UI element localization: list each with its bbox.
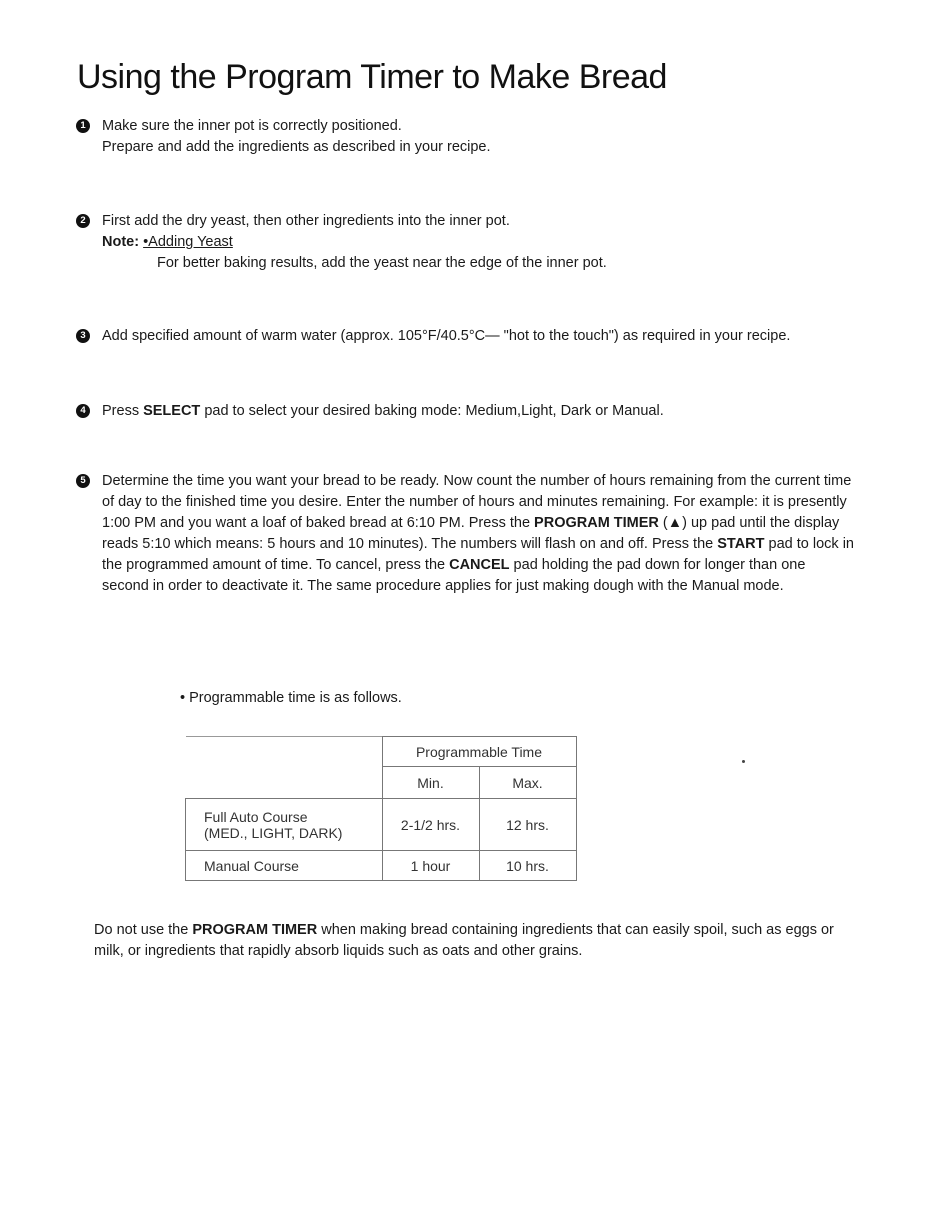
row-label-line-1: Full Auto Course — [204, 808, 308, 825]
row-max-full-auto: 12 hrs. — [479, 799, 576, 851]
warning-program-timer-label: PROGRAM TIMER — [192, 922, 318, 938]
select-pad-label: SELECT — [143, 403, 201, 419]
step-5-part-3: pad to lock in the programmed amount of time. To cancel, press the — [102, 536, 854, 573]
note-title: •Adding Yeast — [143, 234, 233, 250]
step-5-part-4: pad holding the pad down for longer than one second in order to deactivate it. The same procedure applies for just making dough with the Manual mode. — [102, 557, 806, 594]
step-2 — [76, 211, 856, 274]
step-1 — [76, 116, 856, 158]
stray-mark — [742, 760, 745, 763]
table-header-max: Max. — [479, 767, 576, 799]
programmable-time-bullet: • Programmable time is as follows. — [180, 690, 402, 706]
table-header-min: Min. — [382, 767, 479, 799]
step-5 — [76, 471, 856, 597]
step-1-line-2: Prepare and add the ingredients as described in your recipe. — [102, 139, 491, 155]
step-5-part-2: (▲) up pad until the display reads 5:10 which means: 5 hours and 10 minutes). The numbers will flash on and off. Press the — [102, 515, 840, 552]
row-min-manual: 1 hour — [382, 851, 479, 881]
row-max-manual: 10 hrs. — [479, 851, 576, 881]
step-5-text — [102, 471, 856, 597]
table-group-header: Programmable Time — [382, 737, 576, 767]
step-4-marker: 4 — [76, 404, 90, 418]
row-label-full-auto — [186, 799, 383, 851]
step-3-text: Add specified amount of warm water (approx. 105°F/40.5°C— "hot to the touch") as required in your recipe. — [102, 328, 791, 344]
warning-pre: Do not use the — [94, 922, 193, 938]
warning-paragraph — [94, 920, 854, 962]
step-4-text — [102, 401, 876, 422]
row-label-manual: Manual Course — [186, 851, 383, 881]
table-corner — [186, 737, 383, 799]
step-5-part-1: Determine the time you want your bread to be ready. Now count the number of hours remaining from the current time of day to the finished time you desire. Enter the number of hours and minutes remaining. For example: it is presently 1:00 PM and you want a loaf of baked bread at 6:10 PM. Press the — [102, 473, 852, 531]
warning-post: when making bread containing ingredients that can easily spoil, such as eggs or milk, or ingredients that rapidly absorb liquids such as oats and other grains. — [94, 922, 834, 959]
page-title: Using the Program Timer to Make Bread — [77, 58, 667, 96]
step-1-line-1: Make sure the inner pot is correctly positioned. — [102, 118, 402, 134]
step-1-marker: 1 — [76, 119, 90, 133]
row-label-line-2: (MED., LIGHT, DARK) — [204, 824, 343, 841]
table-row — [186, 851, 577, 881]
programmable-time-table — [185, 736, 577, 881]
step-4-text-post: pad to select your desired baking mode: Medium,Light, Dark or Manual. — [200, 403, 664, 419]
step-2-note-line — [102, 232, 856, 253]
step-2-marker: 2 — [76, 214, 90, 228]
cancel-pad-label: CANCEL — [449, 557, 510, 573]
step-2-line-1: First add the dry yeast, then other ingredients into the inner pot. — [102, 213, 510, 229]
note-text: For better baking results, add the yeast near the edge of the inner pot. — [157, 255, 607, 271]
step-4-text-pre: Press — [102, 403, 144, 419]
note-label: Note: — [102, 234, 140, 250]
start-pad-label: START — [717, 536, 765, 552]
step-5-marker: 5 — [76, 474, 90, 488]
step-4 — [76, 401, 876, 422]
table-row — [186, 799, 577, 851]
program-timer-label: PROGRAM TIMER — [534, 515, 659, 531]
step-3-marker: 3 — [76, 329, 90, 343]
row-min-full-auto: 2-1/2 hrs. — [382, 799, 479, 851]
step-3 — [76, 326, 876, 347]
